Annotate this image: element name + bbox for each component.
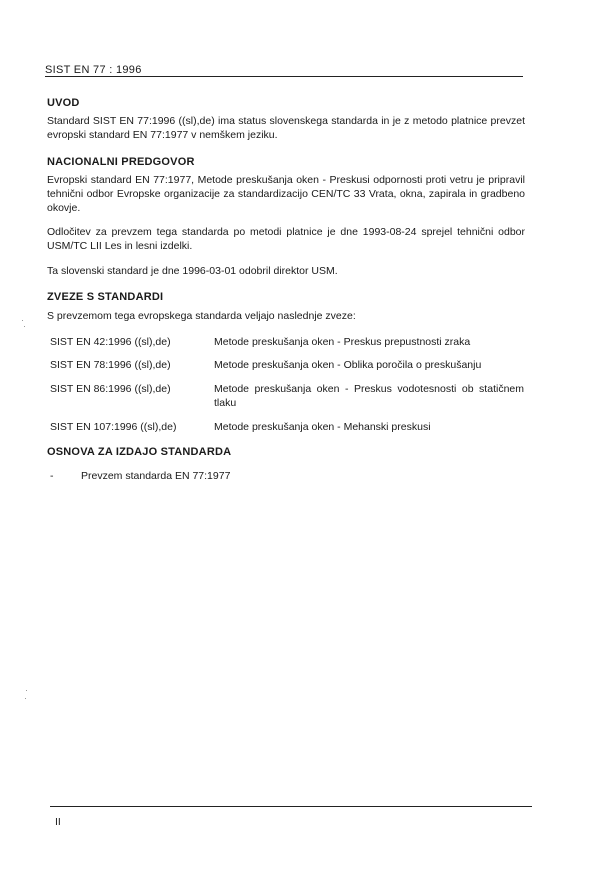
section-heading-nacionalni-predgovor: NACIONALNI PREDGOVOR bbox=[47, 156, 195, 168]
scan-speck bbox=[26, 690, 27, 691]
reference-code: SIST EN 78:1996 ((sl),de) bbox=[50, 359, 171, 371]
reference-title: Metode preskušanja oken - Oblika poročila o preskušanju bbox=[214, 359, 482, 371]
nacionalni-paragraph-2: Odločitev za prevzem tega standarda po metodi platnice je dne 1993-08-24 sprejel tehnični odbor USM/TC LII Les in lesni izdelki. bbox=[47, 226, 525, 252]
bullet-text: Prevzem standarda EN 77:1977 bbox=[81, 470, 231, 482]
reference-title: Metode preskušanja oken - Preskus prepustnosti zraka bbox=[214, 336, 471, 348]
nacionalni-paragraph-1: Evropski standard EN 77:1977, Metode preskušanja oken - Preskusi odpornosti proti vetru je pripravil tehnični odbor Evropske organizacije za standardizacijo CEN/TC 33 Vrata, okna, zapirala in gradbeno okovje. bbox=[47, 174, 525, 214]
section-heading-zveze: ZVEZE S STANDARDI bbox=[47, 291, 164, 303]
reference-code: SIST EN 42:1996 ((sl),de) bbox=[50, 336, 171, 348]
reference-code: SIST EN 107:1996 ((sl),de) bbox=[50, 421, 177, 433]
header-rule bbox=[45, 76, 523, 77]
reference-title: Metode preskušanja oken - Preskus vodotesnosti ob statičnem tlaku bbox=[214, 383, 524, 409]
section-heading-osnova: OSNOVA ZA IZDAJO STANDARDA bbox=[47, 446, 232, 458]
scan-speck bbox=[24, 326, 25, 327]
page-number: II bbox=[55, 816, 61, 828]
reference-title: Metode preskušanja oken - Mehanski preskusi bbox=[214, 421, 431, 433]
footer-rule bbox=[50, 806, 532, 807]
section-heading-uvod: UVOD bbox=[47, 97, 80, 109]
uvod-paragraph: Standard SIST EN 77:1996 ((sl),de) ima status slovenskega standarda in je z metodo platnice prevzet evropski standard EN 77:1977 v nemškem jeziku. bbox=[47, 115, 525, 141]
document-header: SIST EN 77 : 1996 bbox=[45, 64, 142, 76]
nacionalni-paragraph-3: Ta slovenski standard je dne 1996-03-01 odobril direktor USM. bbox=[47, 265, 338, 277]
scan-speck bbox=[25, 698, 26, 699]
scan-speck bbox=[22, 320, 23, 321]
reference-code: SIST EN 86:1996 ((sl),de) bbox=[50, 383, 171, 395]
bullet-dash: - bbox=[50, 470, 54, 482]
zveze-intro: S prevzemom tega evropskega standarda veljajo naslednje zveze: bbox=[47, 310, 356, 322]
